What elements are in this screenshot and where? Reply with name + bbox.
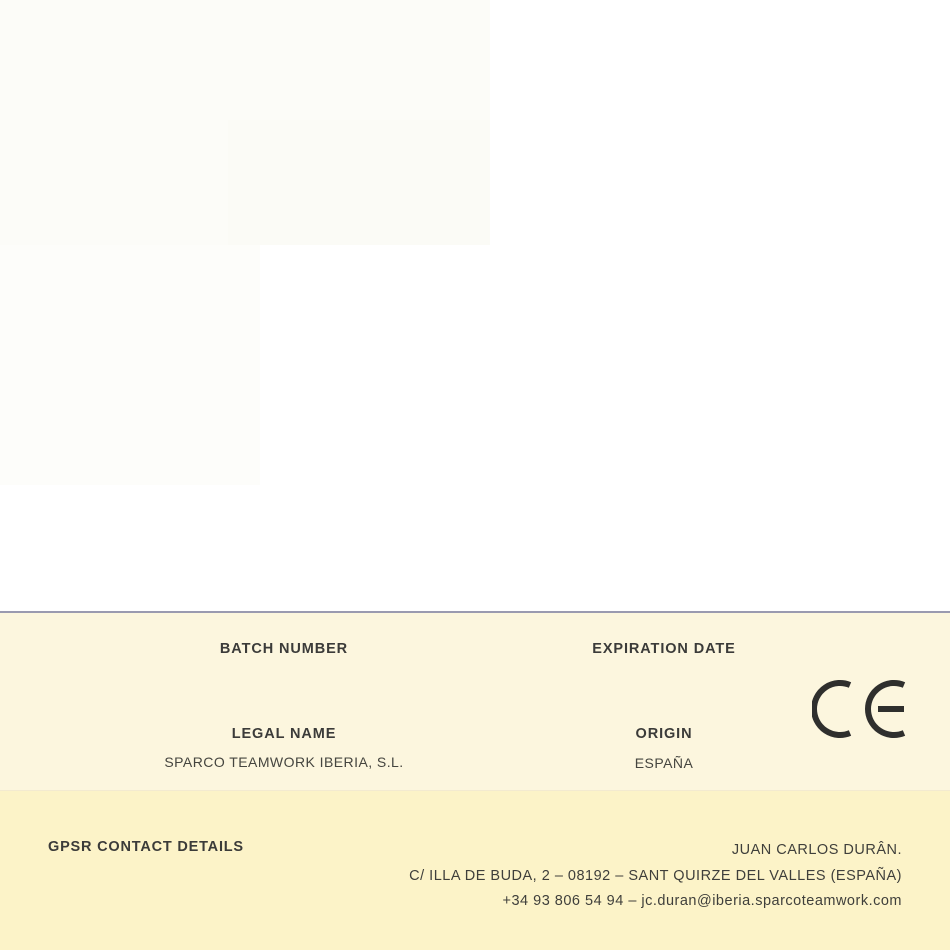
contact-address: C/ ILLA DE BUDA, 2 – 08192 – SANT QUIRZE DEL VALLES (ESPAÑA)	[409, 867, 902, 884]
ce-mark-icon	[812, 673, 908, 745]
faint-artwork-block-left	[0, 245, 260, 485]
legal-name-value: SPARCO TEAMWORK IBERIA, S.L.	[164, 754, 404, 770]
origin-label: ORIGIN	[635, 726, 693, 742]
product-info-band	[0, 613, 950, 791]
gpsr-contact-title: GPSR CONTACT DETAILS	[48, 839, 244, 855]
legal-name-label: LEGAL NAME	[231, 726, 337, 742]
faint-artwork-block-center	[228, 120, 490, 245]
contact-name: JUAN CARLOS DURÂN.	[731, 842, 902, 858]
gpsr-contact-details	[409, 838, 902, 915]
origin-value: ESPAÑA	[634, 755, 694, 771]
contact-phone-email: +34 93 806 54 94 – jc.duran@iberia.sparcoteamwork.com	[502, 893, 902, 909]
batch-number-label: BATCH NUMBER	[219, 641, 349, 657]
gpsr-contact-band	[0, 791, 950, 950]
expiration-date-label: EXPIRATION DATE	[592, 641, 736, 657]
